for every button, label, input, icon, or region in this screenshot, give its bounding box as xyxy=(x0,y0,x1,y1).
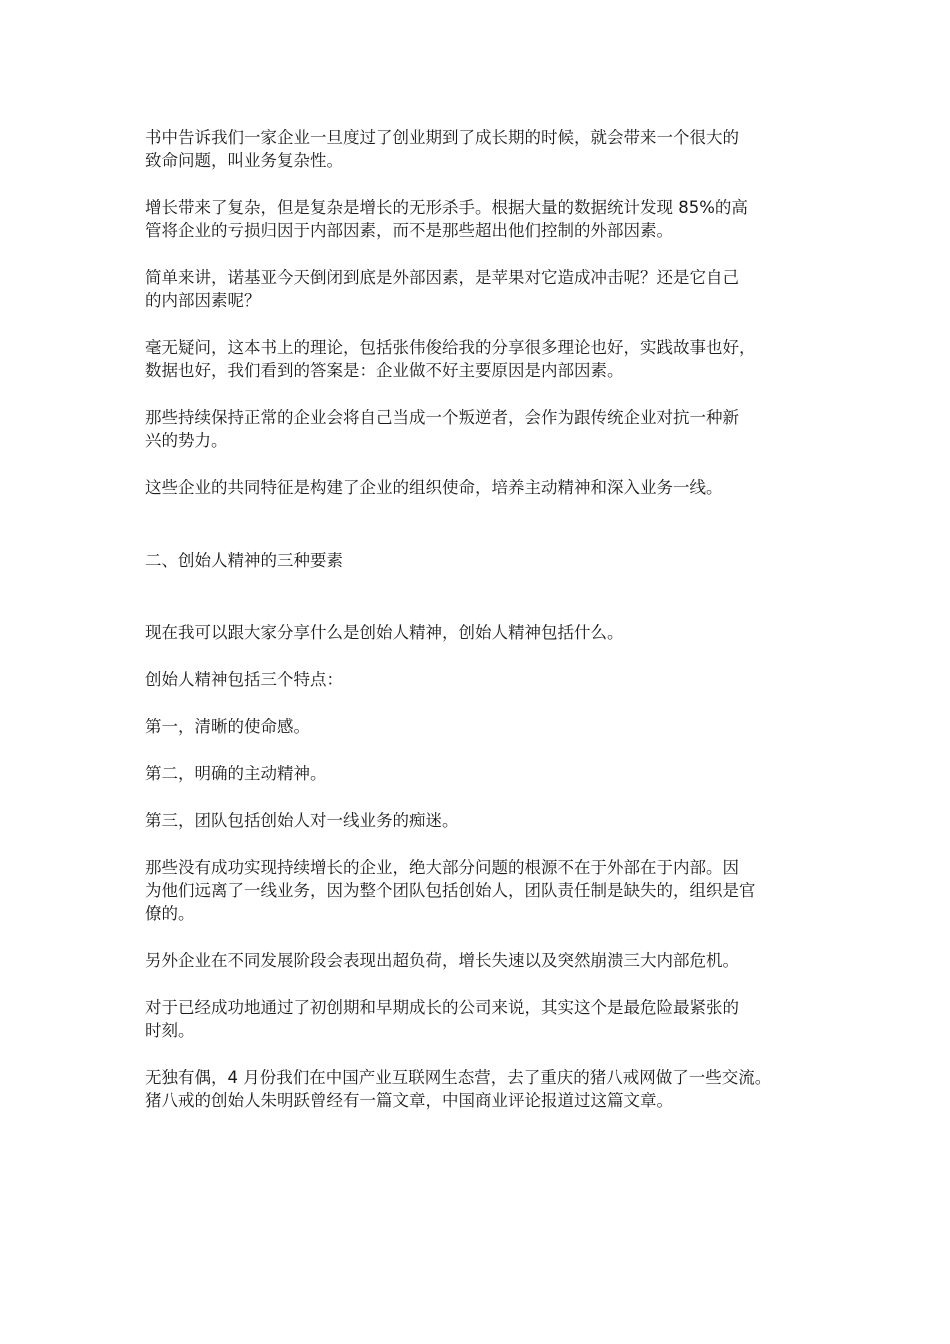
paragraph: 另外企业在不同发展阶段会表现出超负荷，增长失速以及突然崩溃三大内部危机。 xyxy=(145,951,739,970)
document-body xyxy=(145,126,835,1136)
list-item: 第三，团队包括创始人对一线业务的痴迷。 xyxy=(145,811,459,830)
paragraph: 增长带来了复杂，但是复杂是增长的无形杀手。根据大量的数据统计发现 85%的高 管将企业的亏损归因于内部因素，而不是那些超出他们控制的外部因素。 xyxy=(145,198,748,240)
list-item: 第二，明确的主动精神。 xyxy=(145,764,327,783)
paragraph: 简单来讲，诺基亚今天倒闭到底是外部因素，是苹果对它造成冲击呢？还是它自己 的内部因素呢？ xyxy=(145,268,739,310)
paragraph: 书中告诉我们一家企业一旦度过了创业期到了成长期的时候，就会带来一个很大的 致命问题，叫业务复杂性。 xyxy=(145,128,739,170)
list-item: 第一，清晰的使命感。 xyxy=(145,717,310,736)
paragraph: 对于已经成功地通过了初创期和早期成长的公司来说，其实这个是最危险最紧张的 时刻。 xyxy=(145,998,739,1040)
section-heading: 二、创始人精神的三种要素 xyxy=(145,551,343,570)
paragraph: 毫无疑问，这本书上的理论，包括张伟俊给我的分享很多理论也好，实践故事也好， 数据也好，我们看到的答案是：企业做不好主要原因是内部因素。 xyxy=(145,338,756,380)
paragraph: 无独有偶，4 月份我们在中国产业互联网生态营，去了重庆的猪八戒网做了一些交流。 猪八戒的创始人朱明跃曾经有一篇文章，中国商业评论报道过这篇文章。 xyxy=(145,1068,772,1110)
paragraph: 那些持续保持正常的企业会将自己当成一个叛逆者，会作为跟传统企业对抗一种新 兴的势力。 xyxy=(145,408,739,450)
paragraph: 现在我可以跟大家分享什么是创始人精神，创始人精神包括什么。 xyxy=(145,623,624,642)
paragraph: 创始人精神包括三个特点： xyxy=(145,670,343,689)
paragraph: 这些企业的共同特征是构建了企业的组织使命，培养主动精神和深入业务一线。 xyxy=(145,478,723,497)
paragraph: 那些没有成功实现持续增长的企业，绝大部分问题的根源不在于外部在于内部。因 为他们远离了一线业务，因为整个团队包括创始人，团队责任制是缺失的，组织是官 僚的。 xyxy=(145,858,756,923)
